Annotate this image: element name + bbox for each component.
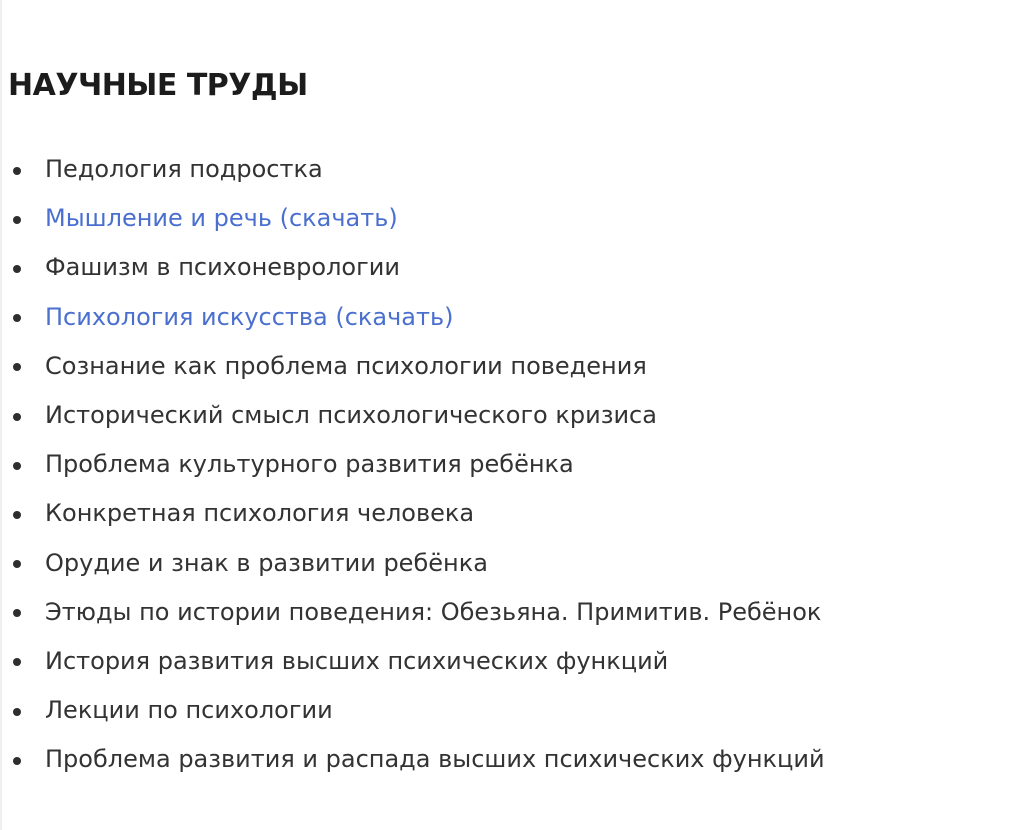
section-title: НАУЧНЫЕ ТРУДЫ (8, 68, 308, 103)
work-title: История развития высших психических функций (45, 646, 669, 675)
list-item (8, 391, 1008, 440)
bullet-icon (13, 413, 21, 421)
list-item (8, 243, 1008, 292)
list-item (8, 735, 1008, 784)
work-title: Этюды по истории поведения: Обезьяна. Примитив. Ребёнок (45, 597, 822, 626)
list-item (8, 637, 1008, 686)
list-item (8, 686, 1008, 735)
bullet-icon (13, 167, 21, 175)
bullet-icon (13, 462, 21, 470)
work-title: Педология подростка (45, 155, 323, 183)
list-item (8, 539, 1008, 588)
bullet-icon (13, 609, 21, 617)
bullet-icon (13, 511, 21, 519)
work-title: Фашизм в психоневрологии (45, 253, 400, 282)
bullet-icon (13, 363, 21, 371)
list-item (8, 342, 1008, 391)
work-title: Конкретная психология человека (45, 499, 475, 528)
bullet-icon (13, 757, 21, 765)
work-title: Проблема культурного развития ребёнка (45, 450, 574, 479)
bullet-icon (13, 560, 21, 568)
list-item (8, 588, 1008, 637)
list-item (8, 489, 1008, 538)
list-item (8, 145, 1008, 194)
work-title: Сознание как проблема психологии поведения (45, 351, 647, 380)
works-list (8, 145, 1008, 784)
work-title: Лекции по психологии (45, 696, 333, 725)
list-item (8, 194, 1008, 243)
bullet-icon (13, 314, 21, 322)
page-left-border (0, 0, 2, 830)
list-item (8, 293, 1008, 342)
work-title: Орудие и знак в развитии ребёнка (45, 548, 488, 577)
bullet-icon (13, 658, 21, 666)
bullet-icon (13, 708, 21, 716)
bullet-icon (13, 216, 21, 224)
bullet-icon (13, 265, 21, 273)
list-item (8, 440, 1008, 489)
work-title: Исторический смысл психологического кризиса (45, 400, 657, 429)
work-link-download[interactable]: Мышление и речь (скачать) (45, 204, 398, 233)
work-title: Проблема развития и распада высших психических функций (45, 745, 825, 774)
work-link-download[interactable]: Психология искусства (скачать) (45, 302, 454, 331)
